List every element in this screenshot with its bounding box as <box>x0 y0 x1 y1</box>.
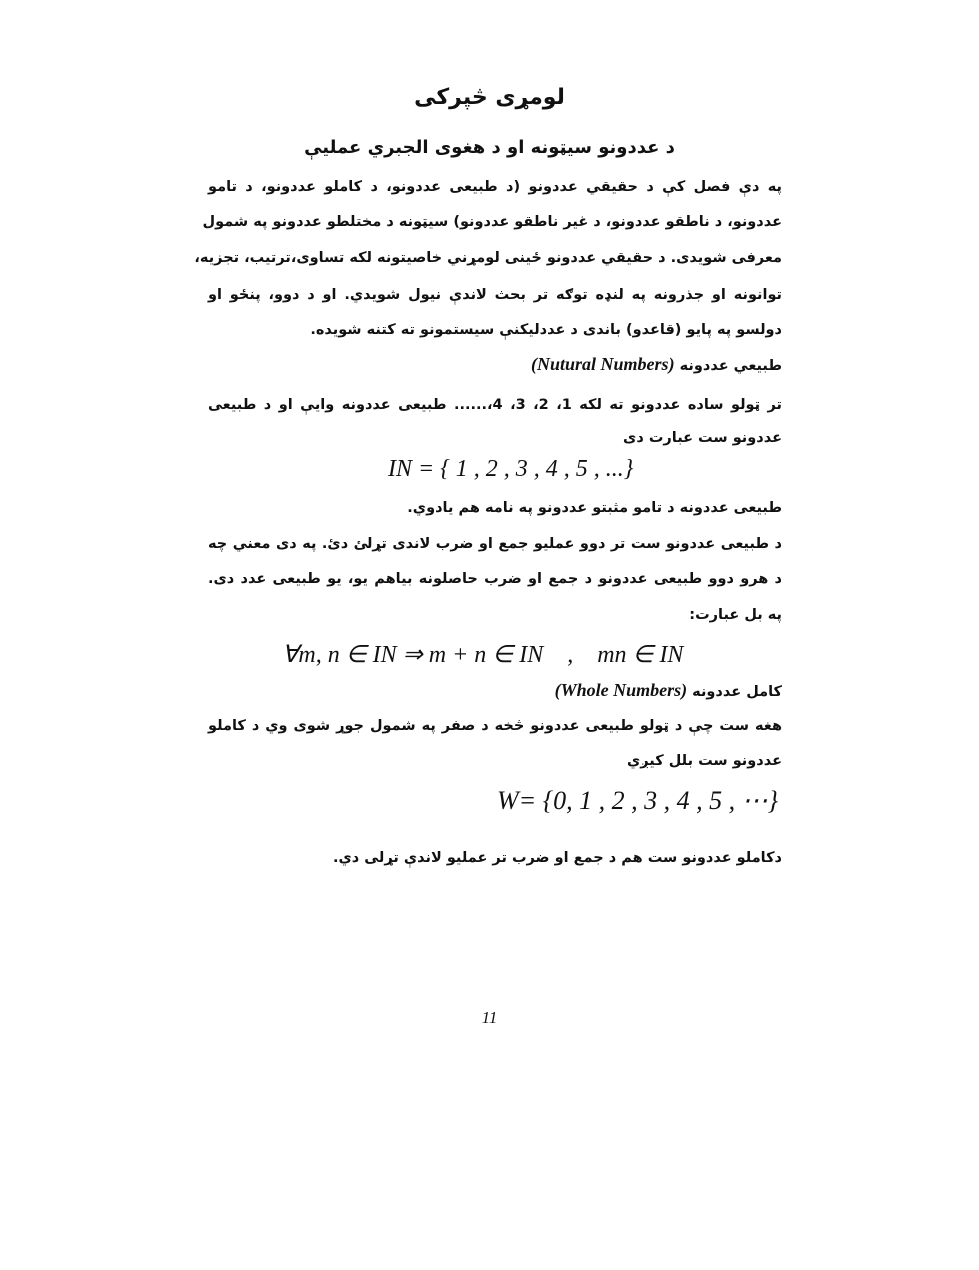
paragraph-line: هغه ست چې د ټولو طبیعی عددونو څخه د صفر په شمول جوړ شوی وي د کاملو <box>208 718 782 734</box>
paragraph-line: طبیعی عددونه د تامو مثبتو عددونو په نامه هم یادوي. <box>407 500 782 516</box>
paragraph-line: د طبیعی عددونو ست تر دوو عملیو جمع او ضرب لاندی تړلئ دئ. په دی معني چه <box>208 536 782 552</box>
paragraph-line: عددونو ست عبارت دی <box>623 430 782 446</box>
heading-text: کامل عددونه <box>692 684 782 700</box>
paragraph-line: عددونو ست بلل کیږي <box>627 753 782 769</box>
page-number: 11 <box>481 1008 498 1027</box>
intro-line: معرفی شویدی. د حقیقي عددونو ځینی لومړني خاصیتونه لکه تساوی،ترتیب، تجزیه، <box>194 250 782 266</box>
intro-line: توانونه او جذرونه په لنډه توګه تر بحث لاندې نیول شویدي. او د دوو، پنځو او <box>208 287 782 303</box>
section-heading-natural <box>208 352 782 378</box>
intro-line: په دې فصل کې د حقیقي عددونو (د طبیعی عددونو، د کاملو عددونو، د تامو <box>208 179 782 195</box>
heading-english: (Nutural Numbers) <box>531 354 675 374</box>
heading-english: (Whole Numbers) <box>554 680 688 700</box>
section-heading-whole <box>208 678 782 704</box>
closure-formula: ∀m, n ∈ IN ⇒ m + n ∈ IN , mn ∈ IN <box>282 642 684 668</box>
paragraph-line: دکاملو عددونو ست هم د جمع او ضرب تر عملیو لاندې تړلی دي. <box>332 850 782 866</box>
heading-text: طبیعي عددونه <box>679 358 782 374</box>
intro-line: عددونو، د ناطقو عددونو، د غیر ناطقو عددونو) سیټونه د مختلطو عددونو په شمول <box>202 214 782 230</box>
paragraph-line: په بل عبارت: <box>689 607 782 623</box>
whole-set-formula: W= {0, 1 , 2 , 3 , 4 , 5 , ⋯} <box>497 786 778 815</box>
chapter-subtitle: د عددونو سیټونه او د هغوی الجبري عملیې <box>304 137 675 158</box>
paragraph-line: د هرو دوو طبیعی عددونو د جمع او ضرب حاصلونه بیاهم یو، یو طبیعی عدد دی. <box>208 571 782 587</box>
paragraph-line: تر ټولو ساده عددونو ته لکه 1، 2، 3، 4،...... طبیعی عددونه وایې او د طبیعی <box>208 397 782 413</box>
chapter-title: لومړی څپرکی <box>414 85 565 110</box>
natural-set-formula: IN = { 1 , 2 , 3 , 4 , 5 , ...} <box>388 456 634 482</box>
intro-line: دولسو په پایو (قاعدو) باندی د عددلیکنې سیستمونو ته کتنه شویده. <box>310 322 782 338</box>
